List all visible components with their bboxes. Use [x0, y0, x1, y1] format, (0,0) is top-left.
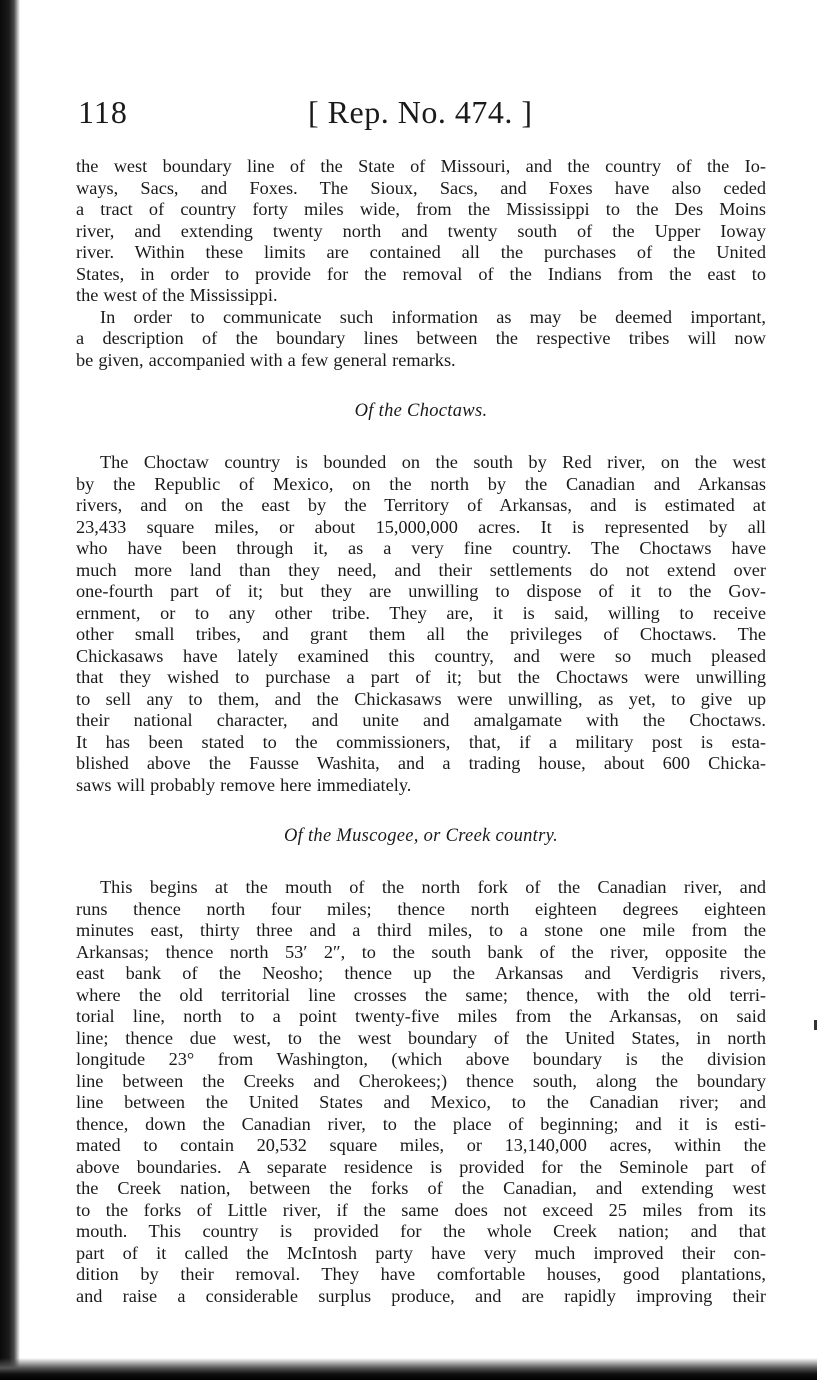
- text-line: that they wished to purchase a part of it; but the Choctaws were unwilling: [76, 667, 766, 687]
- text-line: who have been through it, as a very fine country. The Choctaws have: [76, 538, 766, 558]
- running-head: [ Rep. No. 474. ]: [308, 94, 533, 130]
- text-line: east bank of the Neosho; thence up the Arkansas and Verdigris rivers,: [76, 963, 766, 983]
- text-line: line between the Creeks and Cherokees;) thence south, along the boundary: [76, 1070, 766, 1091]
- text-line: It has been stated to the commissioners, that, if a military post is esta-: [76, 731, 766, 752]
- text-line: saws will probably remove here immediately.: [76, 774, 412, 795]
- document-page: [76, 94, 766, 1307]
- section-heading-creeks: Of the Muscogee, or Creek country.: [283, 826, 559, 846]
- intro-paragraph: [76, 156, 766, 307]
- text-line: Arkansas; thence north 53′ 2″, to the south bank of the river, opposite the: [76, 941, 766, 962]
- text-line: their national character, and unite and amalgamate with the Choctaws.: [76, 710, 766, 730]
- text-line: part of it called the McIntosh party have very much improved their con-: [76, 1242, 766, 1263]
- text-line: States, in order to provide for the removal of the Indians from the east to: [76, 263, 766, 284]
- text-line: dition by their removal. They have comfortable houses, good plantations,: [76, 1264, 766, 1284]
- text-line: line; thence due west, to the west boundary of the United States, in north: [76, 1027, 766, 1048]
- page-number: 118: [78, 94, 128, 130]
- scan-shadow-bottom: [0, 1358, 817, 1380]
- intro-paragraph-2: [76, 307, 766, 372]
- text-line: torial line, north to a point twenty-five miles from the Arkansas, on said: [76, 1006, 766, 1026]
- text-line: river, and extending twenty north and twenty south of the Upper Ioway: [76, 220, 766, 241]
- text-line: to the forks of Little river, if the same does not exceed 25 miles from its: [76, 1199, 766, 1220]
- text-line: 23,433 square miles, or about 15,000,000 acres. It is represented by all: [76, 516, 766, 537]
- text-line: thence, down the Canadian river, to the place of beginning; and it is esti-: [76, 1113, 766, 1134]
- text-line: The Choctaw country is bounded on the south by Red river, on the west: [100, 452, 766, 472]
- text-line: the Creek nation, between the forks of the Canadian, and extending west: [76, 1178, 766, 1198]
- text-line: a tract of country forty miles wide, from the Mississippi to the Des Moins: [76, 199, 766, 219]
- text-line: rivers, and on the east by the Territory of Arkansas, and is estimated at: [76, 495, 766, 515]
- text-line: line between the United States and Mexico, to the Canadian river; and: [76, 1092, 766, 1112]
- text-line: where the old territorial line crosses the same; thence, with the old terri-: [76, 984, 766, 1005]
- text-line: In order to communicate such information as may be deemed important,: [100, 306, 766, 327]
- text-line: the west of the Mississippi.: [76, 285, 278, 305]
- text-line: Chickasaws have lately examined this country, and were so much pleased: [76, 645, 766, 666]
- text-line: minutes east, thirty three and a third miles, to a stone one mile from the: [76, 920, 766, 940]
- text-line: blished above the Fausse Washita, and a trading house, about 600 Chicka-: [76, 753, 766, 773]
- creeks-paragraph: [76, 877, 766, 1307]
- text-line: runs thence north four miles; thence north eighteen degrees eighteen: [76, 898, 766, 919]
- text-line: one-fourth part of it; but they are unwilling to dispose of it to the Gov-: [76, 581, 766, 601]
- text-line: other small tribes, and grant them all the privileges of Choctaws. The: [76, 624, 766, 644]
- text-line: This begins at the mouth of the north fork of the Canadian river, and: [100, 877, 766, 897]
- text-line: above boundaries. A separate residence is provided for the Seminole part of: [76, 1156, 766, 1177]
- text-line: by the Republic of Mexico, on the north by the Canadian and Arkansas: [76, 473, 766, 494]
- choctaws-paragraph: [76, 452, 766, 796]
- text-line: mated to contain 20,532 square miles, or 13,140,000 acres, within the: [76, 1135, 766, 1155]
- text-line: longitude 23° from Washington, (which above boundary is the division: [76, 1049, 766, 1069]
- text-line: mouth. This country is provided for the whole Creek nation; and that: [76, 1221, 766, 1241]
- scan-shadow-left: [0, 0, 20, 1380]
- section-heading-choctaws: Of the Choctaws.: [354, 401, 488, 421]
- text-line: ways, Sacs, and Foxes. The Sioux, Sacs, and Foxes have also ceded: [76, 177, 766, 198]
- text-line: a description of the boundary lines between the respective tribes will now: [76, 328, 766, 348]
- page-header: [76, 94, 766, 156]
- text-line: the west boundary line of the State of Missouri, and the country of the Io-: [76, 156, 766, 176]
- text-line: to sell any to them, and the Chickasaws were unwilling, as yet, to give up: [76, 688, 766, 709]
- text-line: much more land than they need, and their settlements do not extend over: [76, 559, 766, 580]
- text-line: be given, accompanied with a few general remarks.: [76, 349, 456, 370]
- text-line: and raise a considerable surplus produce, and are rapidly improving their: [76, 1285, 766, 1306]
- text-line: ernment, or to any other tribe. They are, it is said, willing to receive: [76, 602, 766, 623]
- text-line: river. Within these limits are contained all the purchases of the United: [76, 242, 766, 262]
